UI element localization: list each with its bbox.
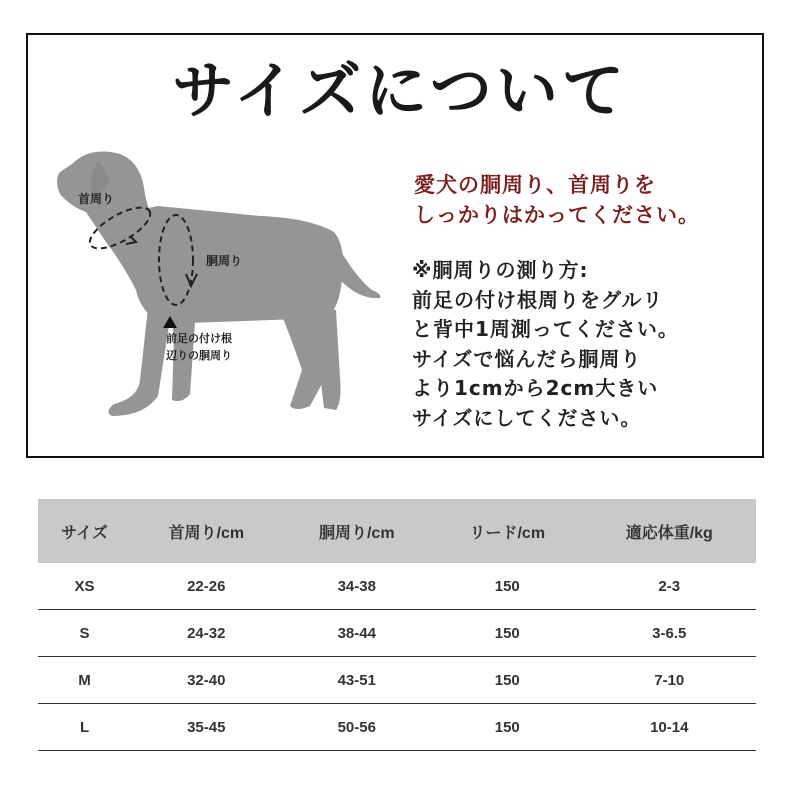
instruction-line: 前足の付け根周りをグルリ	[412, 287, 664, 312]
instruction-line: より1cmから2cm大きい	[412, 376, 659, 400]
cell-weight: 3-6.5	[583, 610, 757, 657]
cell-chest: 50-56	[282, 704, 432, 751]
cell-weight: 7-10	[583, 657, 757, 704]
instruction-line: ※胴周りの測り方:	[412, 258, 589, 282]
cell-lead: 150	[432, 657, 582, 704]
cell-lead: 150	[432, 610, 582, 657]
header-lead: リード/cm	[432, 499, 582, 563]
instruction-line: と背中1周測ってください。	[412, 317, 679, 341]
cell-size: M	[38, 657, 131, 704]
cell-size: L	[38, 704, 131, 751]
header-chest: 胴周り/cm	[282, 499, 432, 563]
instruction-line: サイズで悩んだら胴周り	[412, 346, 642, 371]
page-title: サイズについて	[172, 54, 628, 127]
note-line-2: 辺りの胴周り	[166, 349, 232, 362]
table-row	[38, 610, 756, 657]
cell-lead: 150	[432, 563, 582, 610]
note-line-1: 前足の付け根	[166, 332, 232, 345]
cell-neck: 35-45	[131, 704, 281, 751]
cell-weight: 2-3	[583, 563, 757, 610]
care-note	[414, 170, 700, 230]
care-note-line: しっかりはかってください。	[414, 203, 700, 227]
cell-size: XS	[38, 563, 131, 610]
care-note-line: 愛犬の胴周り、首周りを	[414, 173, 656, 197]
cell-weight: 10-14	[583, 704, 757, 751]
dog-illustration	[40, 140, 400, 440]
cell-size: S	[38, 610, 131, 657]
cell-neck: 22-26	[131, 563, 281, 610]
header-neck: 首周り/cm	[131, 499, 281, 563]
cell-lead: 150	[432, 704, 582, 751]
header-weight: 適応体重/kg	[583, 499, 757, 563]
cell-chest: 43-51	[282, 657, 432, 704]
cell-neck: 24-32	[131, 610, 281, 657]
table-header-row	[38, 499, 756, 563]
table-row	[38, 563, 756, 610]
measure-instructions	[412, 256, 679, 433]
cell-neck: 32-40	[131, 657, 281, 704]
size-table	[38, 499, 756, 751]
table-row	[38, 704, 756, 751]
cell-chest: 34-38	[282, 563, 432, 610]
neck-label: 首周り	[78, 192, 115, 206]
header-size: サイズ	[38, 499, 131, 563]
cell-chest: 38-44	[282, 610, 432, 657]
table-row	[38, 657, 756, 704]
instruction-line: サイズにしてください。	[412, 405, 642, 430]
dog-silhouette-icon	[40, 140, 400, 440]
chest-label: 胴周り	[206, 254, 243, 268]
